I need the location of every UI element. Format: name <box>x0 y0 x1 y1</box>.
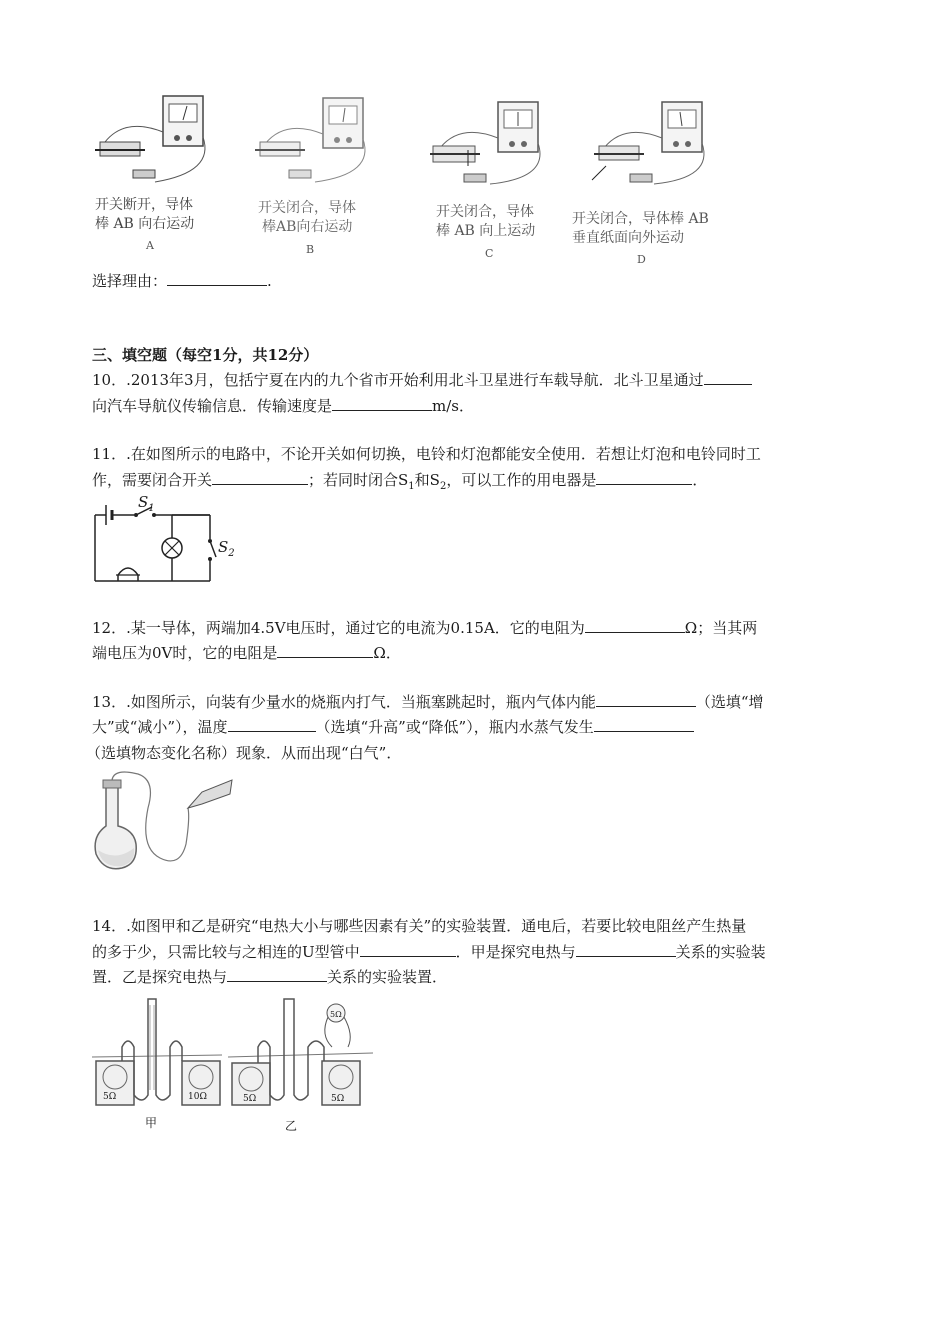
resistor-label-4: 5Ω <box>330 1010 342 1019</box>
galvanometer-setup-b <box>255 94 385 194</box>
q11-line2: 作，需要闭合开关 ；若同时闭合$S_1$和$S_2$，可以工作的用电器是 ． <box>92 471 708 492</box>
q14-line3: 置．乙是探究电热与 关系的实验装置． <box>92 968 448 986</box>
q12-blank-1[interactable] <box>585 618 685 633</box>
caption-c-line2: 棒 AB 向上运动 <box>436 223 536 239</box>
q13-line2: 大”或“减小”），温度 （选填“升高”或“降低”），瓶内水蒸气发生 <box>92 717 694 737</box>
caption-a-line1: 开关断开，导体 <box>95 197 193 213</box>
reason-blank[interactable] <box>167 271 267 286</box>
q10-blank-1[interactable] <box>704 370 752 385</box>
resistor-label-1: 5Ω <box>103 1092 117 1102</box>
galvanometer-setup-a <box>95 92 225 192</box>
caption-a-line2: 棒 AB 向右运动 <box>95 216 195 232</box>
q13-line3: （选填物态变化名称）现象．从而出现“白气”． <box>86 744 402 762</box>
reason-label: 选择理由： <box>92 272 168 290</box>
flask-pump-diagram <box>90 778 240 878</box>
q11-blank-1[interactable] <box>212 470 308 485</box>
switch-s1-label: $S_1$ <box>138 493 155 514</box>
q12-blank-2[interactable] <box>277 643 373 658</box>
q12-line1: 12．.某一导体，两端加4.5V电压时，通过它的电流为0.15A．它的电阻为 Ω；当其两 <box>92 619 758 637</box>
q10-blank-2[interactable] <box>332 396 432 411</box>
galvanometer-setup-d <box>594 98 724 198</box>
q12-line2: 端电压为0V时，它的电阻是 Ω． <box>92 644 401 662</box>
figure-jia-label: 甲 <box>145 1116 158 1130</box>
q13-line1: 13．.如图所示，向装有少量水的烧瓶内打气．当瓶塞跳起时，瓶内气体内能 （选填“增 <box>92 693 764 711</box>
q13-blank-2[interactable] <box>228 717 316 732</box>
caption-b-line2: 棒AB向右运动 <box>262 219 353 235</box>
q14-blank-3[interactable] <box>227 967 327 982</box>
reason-line: 选择理由： . <box>92 272 272 290</box>
q14-line1: 14．.如图甲和乙是研究“电热大小与哪些因素有关”的实验装置．通电后，若要比较电阻丝产生热量 <box>92 917 747 935</box>
option-letter-d: D <box>637 253 646 266</box>
q10-line2: 向汽车导航仪传输信息．传输速度是 m/s． <box>92 397 474 415</box>
q13-blank-3[interactable] <box>594 717 694 732</box>
option-letter-a: A <box>146 239 154 252</box>
resistor-label-2: 10Ω <box>188 1092 207 1102</box>
caption-d-line1: 开关闭合，导体棒 AB <box>572 211 709 227</box>
q14-blank-2[interactable] <box>576 942 676 957</box>
q10-line1: 10．.2013年3月，包括宁夏在内的九个省市开始利用北斗卫星进行车载导航．北斗卫星通过 <box>92 370 752 390</box>
caption-c-line1: 开关闭合，导体 <box>436 204 534 220</box>
q11-line1: 11．.在如图所示的电路中，不论开关如何切换，电铃和灯泡都能安全使用．若想让灯泡和电铃同时工 <box>92 445 761 463</box>
option-letter-c: C <box>485 247 494 260</box>
section-3-title: 三、填空题（每空1分，共12分） <box>92 346 319 364</box>
resistor-label-5: 5Ω <box>331 1094 345 1104</box>
q14-blank-1[interactable] <box>360 942 456 957</box>
caption-d-line2: 垂直纸面向外运动 <box>572 230 684 246</box>
switch-s2-label: $S_2$ <box>218 538 235 559</box>
resistor-label-3: 5Ω <box>243 1094 257 1104</box>
galvanometer-setup-c <box>430 98 560 198</box>
figure-yi-label: 乙 <box>285 1119 298 1133</box>
apparatus-yi <box>228 995 378 1110</box>
q11-blank-2[interactable] <box>596 470 692 485</box>
q13-blank-1[interactable] <box>596 692 696 707</box>
q14-line2: 的多于少，只需比较与之相连的U型管中 ．甲是探究电热与 关系的实验装 <box>92 943 766 961</box>
caption-b-line1: 开关闭合，导体 <box>258 200 356 216</box>
option-letter-b: B <box>306 243 315 256</box>
